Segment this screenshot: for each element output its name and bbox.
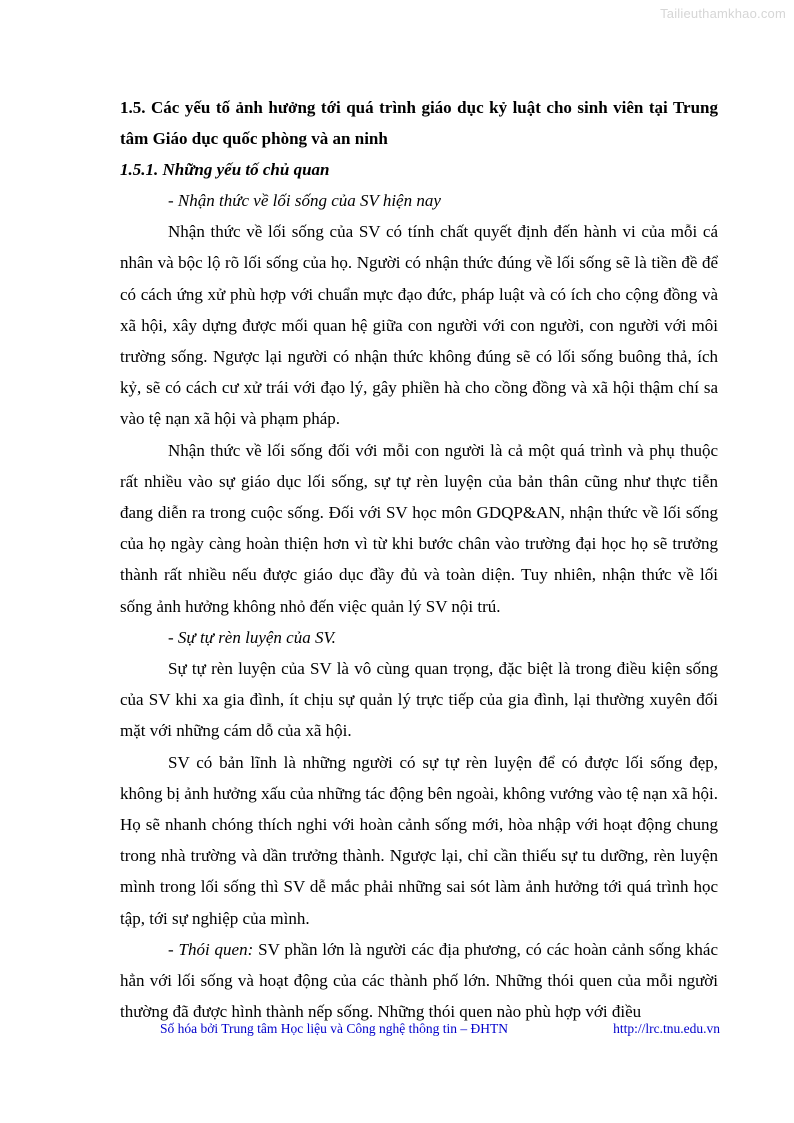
paragraph-habits	[120, 934, 718, 1028]
paragraph-1: Nhận thức về lối sống của SV có tính chất quyết định đến hành vi của mỗi cá nhân và bộc lộ rõ lối sống của họ. Người có nhận thức đúng về lối sống sẽ là tiền đề để có cách ứng xử phù hợp với chuẩn mực đạo đức, pháp luật và có ích cho cộng đồng và xã hội, xây dựng được mối quan hệ giữa con người với con người, con người với môi trường sống. Ngược lại người có nhận thức không đúng sẽ có lối sống buông thả, ích kỷ, sẽ có cách cư xử trái với đạo lý, gây phiền hà cho cồng đồng và xã hội thậm chí sa vào tệ nạn xã hội và phạm pháp.	[120, 222, 718, 429]
item-dash: -	[168, 939, 179, 959]
item-title-self-training	[120, 622, 718, 653]
watermark: Tailieuthamkhao.com	[660, 6, 786, 21]
footer-link[interactable]: http://lrc.tnu.edu.vn	[613, 1021, 720, 1036]
item-title-awareness: - Nhận thức về lối sống của SV hiện nay	[168, 191, 441, 210]
habits-text: SV phần lớn là người các địa phương, có các hoàn cảnh sống khác hẳn với lối sống và hoạt động của các thành phố lớn. Những thói quen của mỗi người thường đã được hình thành nếp sống. Những thói quen nào phù hợp với điều	[120, 939, 718, 1022]
subsection-heading: 1.5.1. Những yếu tố chủ quan	[120, 160, 330, 179]
habits-label: Thói quen:	[178, 939, 254, 959]
section-heading: 1.5. Các yếu tố ảnh hưởng tới quá trình giáo dục kỷ luật cho sinh viên tại Trung tâm Giáo dục quốc phòng và an ninh	[120, 98, 718, 148]
page-footer	[160, 1021, 720, 1037]
paragraph-4: SV có bản lĩnh là những người có sự tự rèn luyện để có được lối sống đẹp, không bị ảnh hưởng xấu của những tác động bên ngoài, không vướng vào tệ nạn xã hội. Họ sẽ nhanh chóng thích nghi với hoàn cảnh sống mới, hòa nhập với hoạt động chung trong nhà trường và dần trưởng thành. Ngược lại, chỉ cần thiếu sự tu dưỡng, rèn luyện mình trong lối sống thì SV dễ mắc phải những sai sót làm ảnh hưởng tới quá trình học tập, tới sự nghiệp của mình.	[120, 752, 718, 928]
document-body	[120, 92, 718, 1027]
footer-credit: Số hóa bởi Trung tâm Học liệu và Công nghệ thông tin – ĐHTN	[160, 1021, 509, 1036]
paragraph-2: Nhận thức về lối sống đối với mỗi con người là cả một quá trình và phụ thuộc rất nhiều vào sự giáo dục lối sống, sự tự rèn luyện của bản thân cũng như thực tiễn đang diễn ra trong cuộc sống. Đối với SV học môn GDQP&AN, nhận thức về lối sống của họ ngày càng hoàn thiện hơn vì từ khi bước chân vào trường đại học họ sẽ trưởng thành rất nhiều nếu được giáo dục đầy đủ và toàn diện. Tuy nhiên, nhận thức về lối sống ảnh hưởng không nhỏ đến việc quản lý SV nội trú.	[120, 440, 718, 616]
item-dash: -	[168, 627, 178, 647]
item-title-self-training-text: Sự tự rèn luyện của SV.	[177, 627, 336, 647]
paragraph-3: Sự tự rèn luyện của SV là vô cùng quan trọng, đặc biệt là trong điều kiện sống của SV khi xa gia đình, ít chịu sự quản lý trực tiếp của gia đình, lại thường xuyên đối mặt với những cám dỗ của xã hội.	[120, 659, 718, 741]
